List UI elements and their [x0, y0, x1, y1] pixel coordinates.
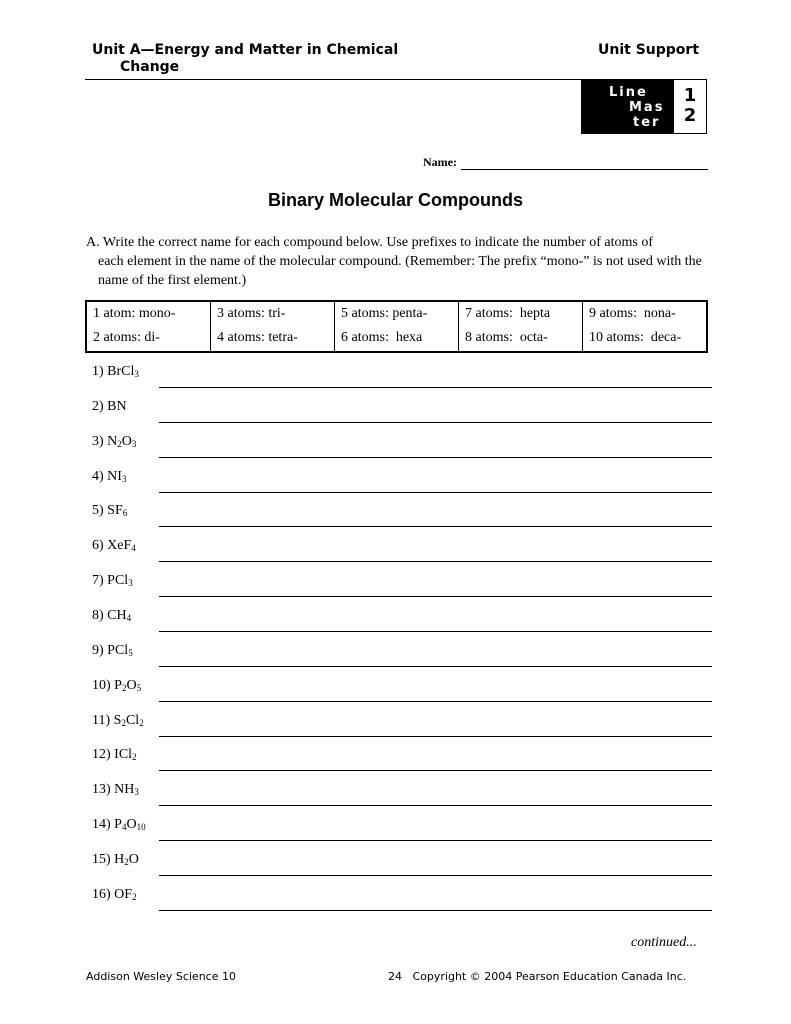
prefix-cell: 6 atoms: hexa: [341, 330, 423, 345]
chemical-formula: [107, 538, 136, 553]
formula-subscript: 2: [117, 438, 122, 449]
question-label: [92, 399, 127, 415]
question-number: 5): [92, 503, 104, 519]
copyright: Copyright © 2004 Pearson Education Canada Inc.: [412, 970, 687, 983]
footer-page-copyright: [388, 970, 686, 983]
answer-line[interactable]: [159, 701, 712, 702]
formula-element: SF: [107, 503, 123, 519]
badge-label-line: Line: [609, 85, 648, 100]
question-row: [92, 393, 712, 423]
formula-element: PCl: [107, 573, 129, 589]
question-row: [92, 776, 712, 806]
question-row: [92, 672, 712, 702]
question-label: [92, 434, 136, 450]
formula-element: Cl: [125, 712, 140, 728]
chemical-formula: [107, 608, 131, 623]
question-number: 15): [92, 851, 111, 867]
question-number: 8): [92, 607, 104, 623]
question-number: 16): [92, 886, 111, 902]
question-label: [92, 817, 146, 833]
question-number: 11): [92, 712, 111, 728]
instructions-continuation: each element in the name of the molecular compound. (Remember: The prefix “mono-” is not used with the name of the first element.): [98, 254, 702, 288]
answer-line[interactable]: [159, 736, 712, 737]
formula-element: OF: [114, 886, 133, 902]
chemical-formula: [107, 503, 127, 518]
formula-element: Cl: [121, 364, 135, 379]
formula-element: O: [126, 817, 137, 833]
name-label: Name:: [423, 155, 457, 169]
chemical-formula: [107, 399, 126, 414]
formula-element: NI: [107, 468, 122, 484]
formula-subscript: 2: [121, 682, 127, 693]
formula-subscript: 2: [139, 717, 144, 728]
formula-element: H: [114, 851, 125, 867]
question-label: [92, 573, 133, 589]
formula-subscript: 6: [122, 508, 128, 519]
prefix-cell: 1 atom: mono-: [93, 306, 176, 321]
prefix-cell: 3 atoms: tri-: [217, 306, 286, 321]
question-row: [92, 358, 712, 388]
question-number: 1): [92, 364, 104, 379]
formula-subscript: 2: [121, 717, 126, 728]
formula-subscript: 3: [134, 787, 139, 798]
chemical-formula: [107, 469, 126, 484]
formula-subscript: 2: [132, 891, 137, 902]
prefix-cell: 4 atoms: tetra-: [217, 330, 298, 345]
question-label: [92, 852, 139, 868]
formula-element: S: [113, 712, 122, 728]
formula-element: O: [121, 433, 132, 449]
prefix-column: [334, 302, 458, 351]
chemical-formula: [114, 817, 145, 832]
page-number: 24: [388, 970, 402, 983]
formula-subscript: 4: [126, 612, 132, 623]
chemical-formula: [114, 852, 139, 867]
formula-element: CH: [107, 607, 127, 623]
prefix-column: [210, 302, 334, 351]
answer-line[interactable]: [159, 492, 712, 493]
formula-subscript: 4: [121, 822, 127, 833]
question-row: [92, 811, 712, 841]
question-number: 12): [92, 747, 111, 763]
formula-subscript: 10: [136, 822, 146, 833]
formula-element: NH: [114, 782, 135, 798]
question-row: [92, 567, 712, 597]
answer-line[interactable]: [159, 387, 712, 388]
question-label: [92, 678, 141, 694]
question-number: 7): [92, 573, 104, 589]
answer-line[interactable]: [159, 457, 712, 458]
question-label: [92, 608, 131, 624]
answer-line[interactable]: [159, 770, 712, 771]
answer-line[interactable]: [159, 596, 712, 597]
formula-subscript: 2: [124, 856, 129, 867]
badge-number-digit: 1: [683, 85, 697, 106]
formula-element: PCl: [107, 642, 129, 658]
answer-line[interactable]: [159, 840, 712, 841]
answer-line[interactable]: [159, 631, 712, 632]
answer-line[interactable]: [159, 910, 712, 911]
question-row: [92, 532, 712, 562]
question-row: [92, 463, 712, 493]
line-master-badge: [581, 79, 707, 134]
question-number: 6): [92, 538, 104, 554]
chemical-formula: [107, 434, 136, 449]
question-row: [92, 602, 712, 632]
prefix-column: [87, 302, 210, 351]
badge-label-line: Mas: [629, 100, 665, 115]
formula-subscript: 5: [136, 682, 142, 693]
question-number: 13): [92, 782, 111, 798]
prefix-cell: 9 atoms: nona-: [589, 306, 676, 321]
question-label: [92, 643, 133, 659]
formula-subscript: 3: [128, 578, 133, 589]
unit-title-line1: Unit A—Energy and Matter in Chemical: [92, 42, 399, 58]
prefix-cell: 2 atoms: di-: [93, 330, 160, 345]
unit-support-label: Unit Support: [598, 42, 700, 58]
answer-line[interactable]: [159, 875, 712, 876]
prefix-column: [582, 302, 706, 351]
question-label: [92, 538, 136, 554]
prefix-column: [458, 302, 582, 351]
question-number: 10): [92, 677, 111, 693]
question-label: [92, 782, 139, 798]
question-row: [92, 497, 712, 527]
answer-line[interactable]: [159, 561, 712, 562]
badge-label-line: ter: [633, 115, 661, 130]
formula-element: N: [107, 433, 118, 449]
continued-note: continued...: [631, 935, 697, 950]
prefix-cell: 5 atoms: penta-: [341, 306, 428, 321]
instructions-first-line: A. Write the correct name for each compound below. Use prefixes to indicate the number of atoms of: [86, 235, 654, 250]
question-number: 14): [92, 817, 111, 833]
formula-element: Br: [107, 364, 122, 379]
formula-subscript: 3: [121, 473, 127, 484]
formula-element: ICl: [114, 747, 133, 763]
question-label: [92, 887, 137, 903]
formula-subscript: 3: [131, 438, 137, 449]
chemical-formula: [114, 782, 139, 797]
question-number: 3): [92, 433, 104, 449]
name-field[interactable]: [423, 155, 708, 170]
chemical-formula: [114, 678, 141, 693]
formula-subscript: 5: [128, 647, 133, 658]
question-label: [92, 713, 144, 729]
prefix-cell: 7 atoms: hepta: [465, 306, 551, 321]
name-blank-line[interactable]: [461, 157, 708, 170]
answer-line[interactable]: [159, 526, 712, 527]
formula-element: O: [128, 851, 139, 867]
badge-number-digit: 2: [683, 105, 697, 126]
question-label: [92, 469, 126, 485]
question-row: [92, 637, 712, 667]
badge-label: [582, 80, 674, 133]
chemical-formula: [114, 747, 136, 762]
question-row: [92, 741, 712, 771]
formula-subscript: 4: [131, 543, 136, 554]
question-label: [92, 747, 137, 763]
prefix-table: [85, 300, 708, 353]
chemical-formula: [107, 643, 133, 658]
instructions: [86, 233, 708, 290]
question-number: 9): [92, 642, 104, 658]
question-number: 2): [92, 398, 104, 414]
answer-line[interactable]: [159, 666, 712, 667]
chemical-formula: [114, 713, 144, 728]
question-row: [92, 428, 712, 458]
formula-subscript: 2: [132, 752, 137, 763]
badge-number: [674, 80, 706, 133]
formula-subscript: 3: [134, 369, 139, 379]
formula-element: P: [114, 677, 122, 693]
prefix-cell: 8 atoms: octa-: [465, 330, 548, 345]
question-row: [92, 881, 712, 911]
unit-title: [92, 42, 432, 76]
formula-element: BN: [107, 398, 127, 414]
chemical-formula: [107, 573, 133, 588]
question-number: 4): [92, 468, 104, 484]
formula-element: P: [114, 817, 122, 833]
formula-element: XeF: [107, 538, 132, 554]
question-row: [92, 707, 712, 737]
prefix-cell: 10 atoms: deca-: [589, 330, 682, 345]
answer-line[interactable]: [159, 805, 712, 806]
question-label: [92, 503, 127, 519]
chemical-formula: [107, 364, 139, 379]
question-label: [92, 364, 139, 380]
footer-publication: Addison Wesley Science 10: [86, 970, 236, 983]
page-title: Binary Molecular Compounds: [267, 190, 524, 210]
answer-line[interactable]: [159, 422, 712, 423]
unit-title-line2: Change: [120, 59, 180, 75]
formula-element: O: [126, 677, 137, 693]
chemical-formula: [114, 887, 136, 902]
question-row: [92, 846, 712, 876]
